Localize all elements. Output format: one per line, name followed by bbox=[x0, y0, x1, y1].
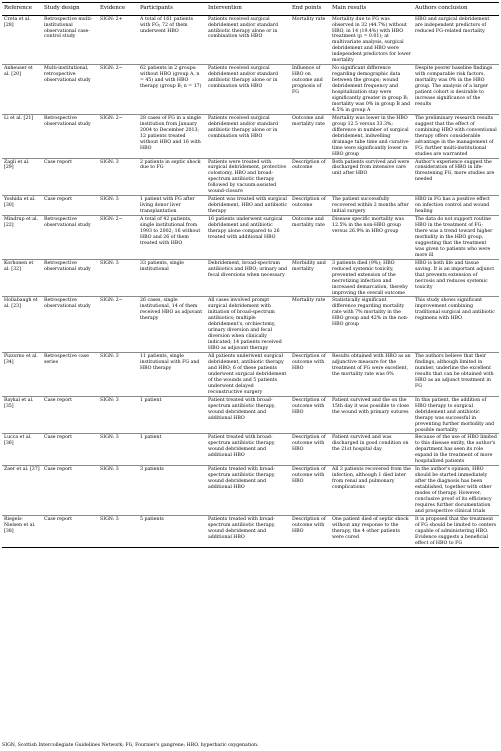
study-design-cell: Case report bbox=[42, 466, 98, 516]
reference-cell: Li et al. [21] bbox=[2, 114, 42, 158]
participants-cell: 5 patients bbox=[138, 515, 206, 547]
table-row bbox=[2, 434, 499, 466]
header-row bbox=[2, 3, 499, 16]
table-row bbox=[2, 158, 499, 196]
authors-conclusion-cell: The data do not support routine HBO in the treatment of FG; there was a trend toward higher morbidity in the HBO group, suggesting that the treatment was given to patients who were more ill bbox=[413, 216, 499, 260]
study-design-cell: Retrospective observational study bbox=[42, 297, 98, 353]
table-row bbox=[2, 297, 499, 353]
column-header-study-design: Study design bbox=[42, 3, 98, 16]
main-results-cell: No significant difference regarding demographic data between the groups; wound debridement frequency and hospitalization stay were significantly greater in group B; mortality was 0% in group B and 4.5% in group A bbox=[330, 65, 413, 115]
table-row bbox=[2, 515, 499, 547]
main-results-cell: The patient successfully recovered within 2 months after initial surgery bbox=[330, 196, 413, 216]
intervention-cell: Debridement, broad-spectrum antibiotics and HBO; urinary and fecal diversions when necessary bbox=[206, 259, 290, 297]
column-header-authors-conclusion: Authors conclusion bbox=[413, 3, 499, 16]
study-design-cell: Multi-institutional, retrospective observational study bbox=[42, 65, 98, 115]
evidence-cell: SIGN: 3 bbox=[98, 466, 138, 516]
study-design-cell: Case report bbox=[42, 196, 98, 216]
main-results-cell: All 3 patients recovered from the infection, although 1 died later from renal and pulmonary complications bbox=[330, 466, 413, 516]
column-header-reference: Reference bbox=[2, 3, 42, 16]
evidence-cell: SIGN: 2+ bbox=[98, 15, 138, 65]
evidence-cell: SIGN: 3 bbox=[98, 515, 138, 547]
end-points-cell: Description of outcome bbox=[290, 158, 330, 196]
reference-cell: Pizzorno et al. [34] bbox=[2, 353, 42, 397]
intervention-cell: Patients were treated with surgical debridement, protective colostomy, HBO and broad-spectrum antibiotic therapy followed by vacuum-assisted wound-closure bbox=[206, 158, 290, 196]
main-results-cell: Disease specific mortality was 12.5% in the non-HBO group versus 26.9% in HBO group bbox=[330, 216, 413, 260]
end-points-cell: Outcome and mortality rate bbox=[290, 114, 330, 158]
intervention-cell: 16 patients underwent surgical debridement and antibiotic therapy alone compared to 26 treated with additional HBO bbox=[206, 216, 290, 260]
intervention-cell: All patients underwent surgical debridement, antibiotic therapy and HBO; 6 of these patients underwent surgical debridement of the wounds and 5 patients underwent delayed reconstructive surgery bbox=[206, 353, 290, 397]
end-points-cell: Mortality rate bbox=[290, 297, 330, 353]
end-points-cell: Description of outcome bbox=[290, 196, 330, 216]
table-row bbox=[2, 259, 499, 297]
study-design-cell: Retrospective case series bbox=[42, 353, 98, 397]
study-design-cell: Retrospective observational study bbox=[42, 259, 98, 297]
end-points-cell: Mortality rate bbox=[290, 15, 330, 65]
authors-conclusion-cell: It is proposed that the treatment of FG should be limited to centers capable of administering HBO. Evidence suggests a beneficial effect of HBO to FG bbox=[413, 515, 499, 547]
intervention-cell: Patients received surgical debridement and/or standard antibiotic therapy alone or in combination with HBO bbox=[206, 114, 290, 158]
evidence-cell: SIGN: 3 bbox=[98, 259, 138, 297]
reference-cell: Baykal et al. [35] bbox=[2, 396, 42, 434]
end-points-cell: Outcome and mortality rate bbox=[290, 216, 330, 260]
table-row bbox=[2, 216, 499, 260]
participants-cell: 1 patient with FG after living donor liver transplantation bbox=[138, 196, 206, 216]
authors-conclusion-cell: Author's experience suggest the consideration of HBO in life-threatening FG, more studies are needed bbox=[413, 158, 499, 196]
evidence-cell: SIGN: 3 bbox=[98, 353, 138, 397]
authors-conclusion-cell: The preliminary research results suggest that the effect of combining HBO with conventional therapy offers considerable advantage in the management of FG; further multi-institutional studies are warranted bbox=[413, 114, 499, 158]
table-row bbox=[2, 196, 499, 216]
table-row bbox=[2, 65, 499, 115]
table-row bbox=[2, 15, 499, 65]
authors-conclusion-cell: In the author's opinion, HBO should be started immediately after the diagnosis has been established, together with other modes of therapy. However, conclusive proof of its efficiency requires further documentation and prospective clinical trials bbox=[413, 466, 499, 516]
intervention-cell: Patient treated with broad-spectrum antibiotic therapy, wound debridement and additional HBO bbox=[206, 434, 290, 466]
table-header bbox=[2, 3, 499, 16]
authors-conclusion-cell: This study shows significant improvement combining traditional surgical and antibiotic regimens with HBO bbox=[413, 297, 499, 353]
evidence-cell: SIGN: 2− bbox=[98, 297, 138, 353]
reference-cell: Yoshida et al. [30] bbox=[2, 196, 42, 216]
reference-cell: Mindrup et al. [22] bbox=[2, 216, 42, 260]
participants-cell: 3 patients bbox=[138, 466, 206, 516]
reference-cell: Riegels-Nielsen et al. [38] bbox=[2, 515, 42, 547]
main-results-cell: Results obtained with HBO as an adjunctive measure for the treatment of FG were excellent, the mortality rate was 0% bbox=[330, 353, 413, 397]
column-header-intervention: Intervention bbox=[206, 3, 290, 16]
participants-cell: 2 patients in septic shock due to FG bbox=[138, 158, 206, 196]
end-points-cell: Description of outcome with HBO bbox=[290, 466, 330, 516]
main-results-cell: Statistically significant difference regarding mortality rate with 7% mortality in the HBO group and 42% in the non-HBO group bbox=[330, 297, 413, 353]
reference-cell: Creta et al. [28] bbox=[2, 15, 42, 65]
authors-conclusion-cell: Despite poorer baseline findings with comparable risk factors, mortality was 0% in the HBO group. The analysis of a larger patient cohort is desirable to increase significance of the results bbox=[413, 65, 499, 115]
evidence-cell: SIGN: 3 bbox=[98, 196, 138, 216]
participants-cell: 1 patient bbox=[138, 396, 206, 434]
authors-conclusion-cell: In this patient, the addition of HBO therapy to surgical debridement and antibiotic therapy was successful in preventing further morbidity and possible mortality bbox=[413, 396, 499, 434]
study-design-cell: Retrospective observational study bbox=[42, 216, 98, 260]
intervention-cell: Patients received surgical debridement and/or standard antibiotic therapy alone or in combination with HBO bbox=[206, 15, 290, 65]
authors-conclusion-cell: HBO in FG has a positive effect on infection control and wound healing bbox=[413, 196, 499, 216]
end-points-cell: Description of outcome with HBO bbox=[290, 515, 330, 547]
table-row bbox=[2, 396, 499, 434]
literature-table bbox=[2, 2, 499, 548]
participants-cell: 62 patients in 2 groups: without HBO (group A, n = 45) and with HBO therapy (group B; n = 17) bbox=[138, 65, 206, 115]
main-results-cell: Mortality was lower in the HBO group 12.5 versus 33.3%; difference in number of surgical debridement, indwelling drainage tube time and curative time were significantly lower in HBO group bbox=[330, 114, 413, 158]
reference-cell: Hollabaugh et al. [23] bbox=[2, 297, 42, 353]
authors-conclusion-cell: Because of the use of HBO limited to this disease entity, the author's department has seen its role expand in the treatment of more hospitalized patients bbox=[413, 434, 499, 466]
main-results-cell: Mortality due to FG was observed in 32 (44.7%) without HBO, in 14 (19.4%) with HBO treatment (p = 0.01); at multivariate analysis, surgical debridement and HBO were independent predictors for lower mortality bbox=[330, 15, 413, 65]
table-row bbox=[2, 466, 499, 516]
end-points-cell: Description of outcome with HBO bbox=[290, 353, 330, 397]
intervention-cell: All cases involved prompt surgical debridement with initiation of broad-spectrum antibiotics; multiple debridement's, orchiectomy, urinary diversion and fecal diversion when clinically indicated; 14 patients received HBO as adjuvant therapy bbox=[206, 297, 290, 353]
end-points-cell: Description of outcome with HBO bbox=[290, 396, 330, 434]
end-points-cell: Influence of HBO on outcome and prognosis of FG bbox=[290, 65, 330, 115]
participants-cell: 1 patient bbox=[138, 434, 206, 466]
main-results-cell: Patient survived and the on the 15th day it was possible to close the wound with primary sutures bbox=[330, 396, 413, 434]
evidence-cell: SIGN: 2− bbox=[98, 114, 138, 158]
evidence-cell: SIGN: 2− bbox=[98, 65, 138, 115]
column-header-end-points: End points bbox=[290, 3, 330, 16]
end-points-cell: Morbidity and mortality bbox=[290, 259, 330, 297]
participants-cell: 11 patients, single institutional with FG and HBO therapy bbox=[138, 353, 206, 397]
table-footnote: SIGN, Scottish Intercollegiate Guidelines Network; FG, Fournier's gangrene; HBO, hyperbaric oxygenation. bbox=[2, 743, 259, 748]
reference-cell: Lucca et al. [36] bbox=[2, 434, 42, 466]
table-row bbox=[2, 114, 499, 158]
intervention-cell: Patient was treated with surgical debridement, HBO and antibiotic therapy bbox=[206, 196, 290, 216]
study-design-cell: Case report bbox=[42, 515, 98, 547]
table-body bbox=[2, 15, 499, 547]
authors-conclusion-cell: The authors believe that their findings, although limited in number, underline the excellent results that can be obtained with HBO as an adjunct treatment in FG bbox=[413, 353, 499, 397]
participants-cell: A total of 161 patients with FG; 72 of them underwent HBO bbox=[138, 15, 206, 65]
participants-cell: 28 cases of FG in a single institution from January 2004 to December 2013; 12 patients treated without HBO and 16 with HBO bbox=[138, 114, 206, 158]
intervention-cell: Patients received surgical debridement and/or standard antibiotic therapy alone or in combination with HBO bbox=[206, 65, 290, 115]
study-design-cell: Case report bbox=[42, 396, 98, 434]
evidence-cell: SIGN: 3 bbox=[98, 396, 138, 434]
reference-cell: Zagli et al. [29] bbox=[2, 158, 42, 196]
reference-cell: Zaer et al. [37] bbox=[2, 466, 42, 516]
study-design-cell: Case report bbox=[42, 434, 98, 466]
main-results-cell: Patient survived and was discharged in good condition on the 21st hospital day bbox=[330, 434, 413, 466]
main-results-cell: 3 patients died (9%); HBO reduced systemic toxicity, prevented extension of the necrotizing infection and increased demarcation, thereby improving the overall outcome bbox=[330, 259, 413, 297]
table-row bbox=[2, 353, 499, 397]
evidence-cell: SIGN: 3 bbox=[98, 434, 138, 466]
participants-cell: 33 patients, single institutional bbox=[138, 259, 206, 297]
intervention-cell: Patient treated with broad-spectrum antibiotic therapy, wound debridement and additional HBO bbox=[206, 396, 290, 434]
study-design-cell: Retrospective multi-institutional observational case-control study bbox=[42, 15, 98, 65]
authors-conclusion-cell: HBO and surgical debridement are independent predictors of reduced FG-related mortality bbox=[413, 15, 499, 65]
study-design-cell: Case report bbox=[42, 158, 98, 196]
column-header-evidence: Evidence bbox=[98, 3, 138, 16]
reference-cell: Anheuser et al. [20] bbox=[2, 65, 42, 115]
column-header-main-results: Main results bbox=[330, 3, 413, 16]
evidence-cell: SIGN: 3 bbox=[98, 158, 138, 196]
study-design-cell: Retrospective observational study bbox=[42, 114, 98, 158]
end-points-cell: Description of outcome with HBO bbox=[290, 434, 330, 466]
intervention-cell: Patients treated with broad-spectrum antibiotic therapy, wound debridement and additional HBO bbox=[206, 515, 290, 547]
participants-cell: 26 cases, single institutional, 14 of them received HBO as adjuvant therapy bbox=[138, 297, 206, 353]
column-header-participants: Participants bbox=[138, 3, 206, 16]
evidence-cell: SIGN: 2− bbox=[98, 216, 138, 260]
main-results-cell: One patient died of septic shock without any response to the therapy, the 4 other patients were cured bbox=[330, 515, 413, 547]
reference-cell: Korhonen et al. [32] bbox=[2, 259, 42, 297]
authors-conclusion-cell: HBO is both life and tissue saving. It is an important adjunct that prevents extension of necrosis and reduces systemic toxicity bbox=[413, 259, 499, 297]
participants-cell: A total of 42 patients, single institutional from 1993 to 2002; 16 without HBO and 26 of them treated with HBO bbox=[138, 216, 206, 260]
intervention-cell: Patients treated with broad-spectrum antibiotic therapy, wound debridement and additional HBO bbox=[206, 466, 290, 516]
main-results-cell: Both patients survived and were discharged from intensive care unit after HBO bbox=[330, 158, 413, 196]
